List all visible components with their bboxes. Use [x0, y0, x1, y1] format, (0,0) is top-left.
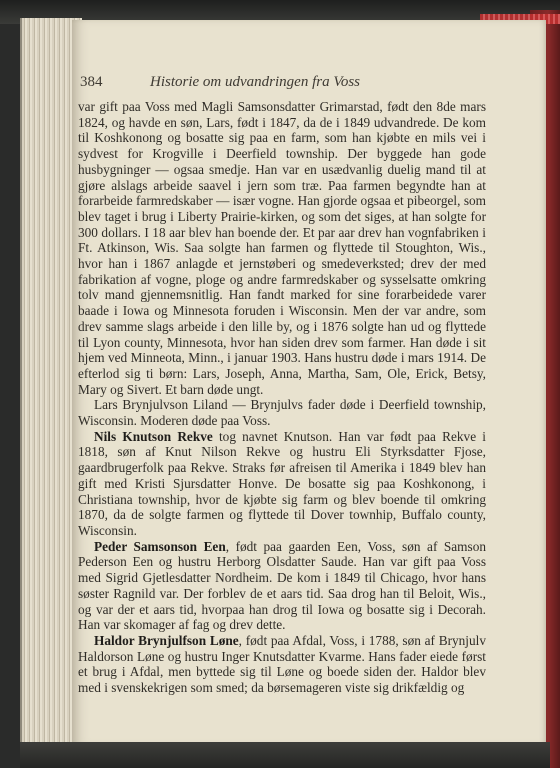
- person-name: Haldor Brynjulfson Løne: [94, 632, 239, 648]
- paragraph: [78, 539, 486, 633]
- running-title: Historie om udvandringen fra Voss: [150, 74, 360, 90]
- paragraph: [78, 397, 486, 428]
- paragraph-text: , født paa gaarden Een, Voss, søn af Samson Pederson Een og hustru Herborg Olsdatter Saude. Han var gift paa Voss med Sigrid Gjetlesdatter Nordheim. De kom i 1849 til Chicago, hvor hans søster Ragnild var. Der forblev de et aars tid. Saa drog han til Beloit, Wis., og var der et aars tid, hvorpaa han drog til Iowa og bosatte sig i Decorah. Han var skomager af fag og drev dette.: [78, 538, 486, 633]
- page-shadow: [20, 742, 550, 768]
- page-number: 384: [80, 74, 103, 90]
- paragraph-text: tog navnet Knutson. Han var født paa Rekve i 1818, søn af Knut Nilson Rekve og hustru Eli Styrksdatter Fjose, gaardbrugerfolk paa Rekve. Straks før afreisen til Amerika i 1849 blev han gift med Kristi Sjursdatter Honve. De bosatte sig paa Koshkonong, i Christiana township, hvor de kjøbte sig farm og blev boende til omkring 1870, da de solgte farmen og flyttede til Dover townhip, Buffalo county, Wisconsin.: [78, 428, 486, 538]
- page-header: [80, 74, 480, 96]
- paragraph-text: Lars Brynjulvson Liland — Brynjulvs fader døde i Deerfield township, Wisconsin. Moderen døde paa Voss.: [78, 397, 486, 429]
- paragraph: [78, 99, 486, 397]
- paragraph-text: var gift paa Voss med Magli Samsonsdatter Grimarstad, født den 8de mars 1824, og havde en søn, Lars, født i 1847, da de i 1849 udvandrede. De kom til Koshkonong og bosatte sig paa en farm, som han kjøbte en mils vei i sydvest for Krogville i Deerfield township. Der byggede han gode husbygninger — ogsaa smedje. Han var en usædvanlig duelig mand til at gjøre alslags arbeide saavel i jern som træ. Paa farmen begyndte han at forarbeide farmredskaber — især vogne. Han gjorde ogsaa et pibeorgel, som blev taget i brug i Liberty Prairie-kirken, og som det siges, at han solgte for 300 dollars. I 18 aar blev han boende der. Et par aar drev han vognfabriken i Ft. Atkinson, Wis. Saa solgte han farmen og flyttede til Stoughton, Wis., hvor han i 1867 anlagde et jernstøberi og smedeverksted; drev der med fabrikation af vogne, ploge og andre farmredskaber og sysselsatte omkring tolv mand gjennemsnitlig. Han fandt marked for sine forarbeidede varer baade i Iowa og Minnesota foruden i Wisconsin. Men der var andre, som drev samme slags arbeide i den lille by, og i 1876 solgte han ud og flyttede til Lyon county, Minnesota, hvor han siden drev som farmer. Han døde i sit hjem ved Minneota, Minn., i januar 1903. Hans hustru døde i mars 1914. De efterlod sig ti børn: Lars, Joseph, Anna, Martha, Sam, Ole, Erick, Betsy, Mary og Sivert. Et barn døde ungt.: [78, 99, 486, 397]
- person-name: Nils Knutson Rekve: [94, 428, 213, 444]
- person-name: Peder Samsonson Een: [94, 538, 226, 554]
- paragraph-text: , født paa Afdal, Voss, i 1788, søn af Brynjulv Haldorson Løne og hustru Inger Knutsdatter Kvarme. Hans fader eiede først et brug i Afdal, men byttede sig til Løne og boede siden der. Haldor blev med i svenskekrigen som smed; da børsemageren viste sig drikfældig og: [78, 632, 486, 696]
- text-body: [78, 99, 486, 696]
- paragraph: [78, 633, 486, 696]
- paragraph: [78, 429, 486, 539]
